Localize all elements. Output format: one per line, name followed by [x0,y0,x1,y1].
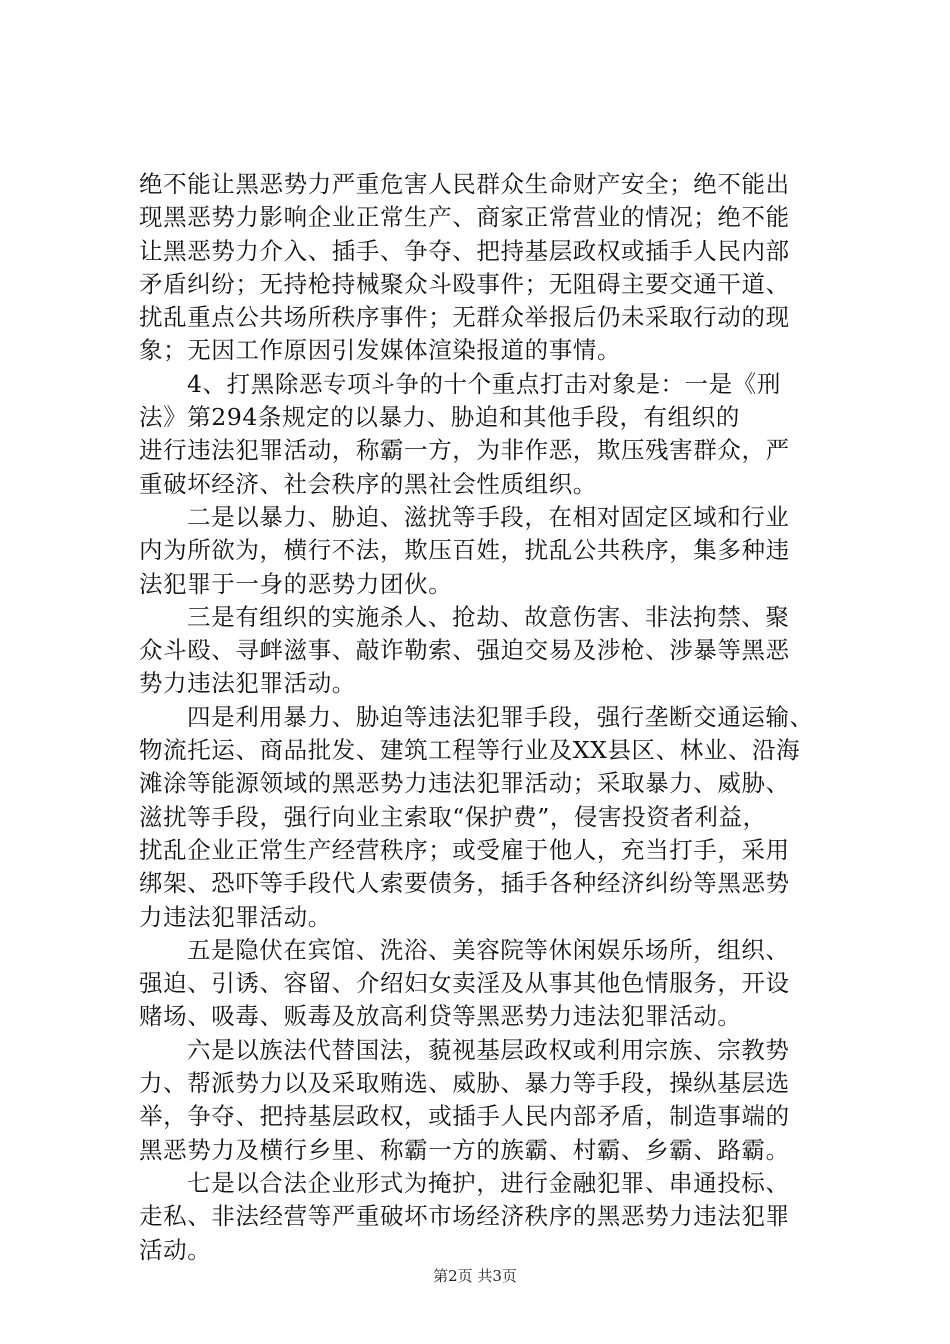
text-line: 扰乱企业正常生产经营秩序；或受雇于他人，充当打手，采用 [139,835,790,864]
text-line: 六是以族法代替国法，藐视基层政权或利用宗族、宗教势 [187,1035,790,1064]
text-line: 象；无因工作原因引发媒体渲染报道的事情。 [139,336,621,365]
text-line: 法》第294条规定的以暴力、胁迫和其他手段，有组织的 [139,403,740,432]
text-line: 绑架、恐吓等手段代人索要债务，插手各种经济纠纷等黑恶势 [139,869,790,898]
text-line: 4、打黑除恶专项斗争的十个重点打击对象是：一是《刑 [187,369,781,398]
text-line: 滩涂等能源领域的黑恶势力违法犯罪活动；采取暴力、威胁、 [139,769,790,798]
text-line: 势力违法犯罪活动。 [139,669,356,698]
body-text [139,168,829,1267]
text-line: 七是以合法企业形式为掩护，进行金融犯罪、串通投标、 [187,1168,790,1197]
text-line: 四是利用暴力、胁迫等违法犯罪手段，强行垄断交通运输、 [187,702,814,731]
text-line: 活动。 [139,1235,212,1264]
text-line: 滋扰等手段，强行向业主索取“保护费”，侵害投资者利益， [139,802,767,831]
page-footer: 第2页 共3页 [433,1267,517,1285]
text-line: 黑恶势力及横行乡里、称霸一方的族霸、村霸、乡霸、路霸。 [139,1135,790,1164]
text-line: 三是有组织的实施杀人、抢劫、故意伤害、非法拘禁、聚 [187,602,790,631]
text-line: 举，争夺、把持基层政权，或插手人民内部矛盾，制造事端的 [139,1102,790,1131]
text-line: 五是隐伏在宾馆、洗浴、美容院等休闲娱乐场所，组织、 [187,935,790,964]
text-line: 现黑恶势力影响企业正常生产、商家正常营业的情况；绝不能 [139,203,790,232]
text-line: 走私、非法经营等严重破坏市场经济秩序的黑恶势力违法犯罪 [139,1202,790,1231]
text-line: 力违法犯罪活动。 [139,902,332,931]
text-line: 进行违法犯罪活动，称霸一方，为非作恶，欺压残害群众，严 [139,436,790,465]
text-line: 矛盾纠纷；无持枪持械聚众斗殴事件；无阻碍主要交通干道、 [139,269,790,298]
text-line: 二是以暴力、胁迫、滋扰等手段，在相对固定区域和行业 [187,502,790,531]
text-line: 众斗殴、寻衅滋事、敲诈勒索、强迫交易及涉枪、涉暴等黑恶 [139,636,790,665]
text-line: 扰乱重点公共场所秩序事件；无群众举报后仍未采取行动的现 [139,303,790,332]
text-line: 力、帮派势力以及采取贿选、威胁、暴力等手段，操纵基层选 [139,1069,790,1098]
text-line: 强迫、引诱、容留、介绍妇女卖淫及从事其他色情服务，开设 [139,969,790,998]
text-line: 内为所欲为，横行不法，欺压百姓，扰乱公共秩序，集多种违 [139,536,790,565]
text-line: 赌场、吸毒、贩毒及放高利贷等黑恶势力违法犯罪活动。 [139,1002,742,1031]
text-line: 绝不能让黑恶势力严重危害人民群众生命财产安全；绝不能出 [139,170,790,198]
text-line: 法犯罪于一身的恶势力团伙。 [139,569,453,598]
text-line: 物流托运、商品批发、建筑工程等行业及XX县区、林业、沿海 [139,736,801,765]
text-line: 让黑恶势力介入、插手、争夺、把持基层政权或插手人民内部 [139,236,790,265]
text-line: 重破坏经济、社会秩序的黑社会性质组织。 [139,469,597,498]
